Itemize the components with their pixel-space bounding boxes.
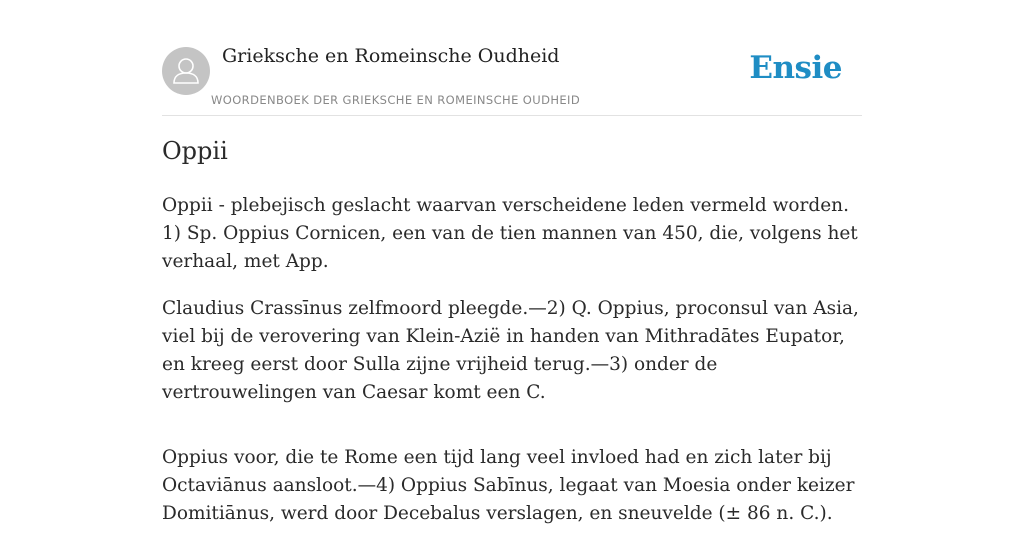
source-header (162, 0, 862, 116)
user-avatar-icon[interactable] (162, 47, 210, 95)
entry-title: Oppii (162, 137, 228, 165)
entry-body (162, 192, 862, 547)
entry-paragraph: Oppii - plebejisch geslacht waarvan verscheidene leden vermeld worden. 1) Sp. Oppius Cornicen, een van de tien mannen van 450, die, volgens het verhaal, met App. (162, 195, 858, 272)
source-subtitle: WOORDENBOEK DER GRIEKSCHE EN ROMEINSCHE OUDHEID (211, 93, 581, 107)
entry-paragraph: Claudius Crassīnus zelfmoord pleegde.—2) Q. Oppius, proconsul van Asia, viel bij de verovering van Klein-Azië in handen van Mithradātes Eupator, en kreeg eerst door Sulla zijne vrijheid terug.—3) onder de vertrouwelingen van Caesar komt een C. (162, 298, 859, 403)
ensie-logo-link[interactable]: Ensie (749, 50, 842, 86)
source-title-link[interactable]: Grieksche en Romeinsche Oudheid (222, 45, 560, 67)
entry-paragraph: Oppius voor, die te Rome een tijd lang veel invloed had en zich later bij Octaviānus aansloot.—4) Oppius Sabīnus, legaat van Moesia onder keizer Domitiānus, werd door Decebalus verslagen, en sneuvelde (± 86 n. C.). (162, 447, 855, 524)
